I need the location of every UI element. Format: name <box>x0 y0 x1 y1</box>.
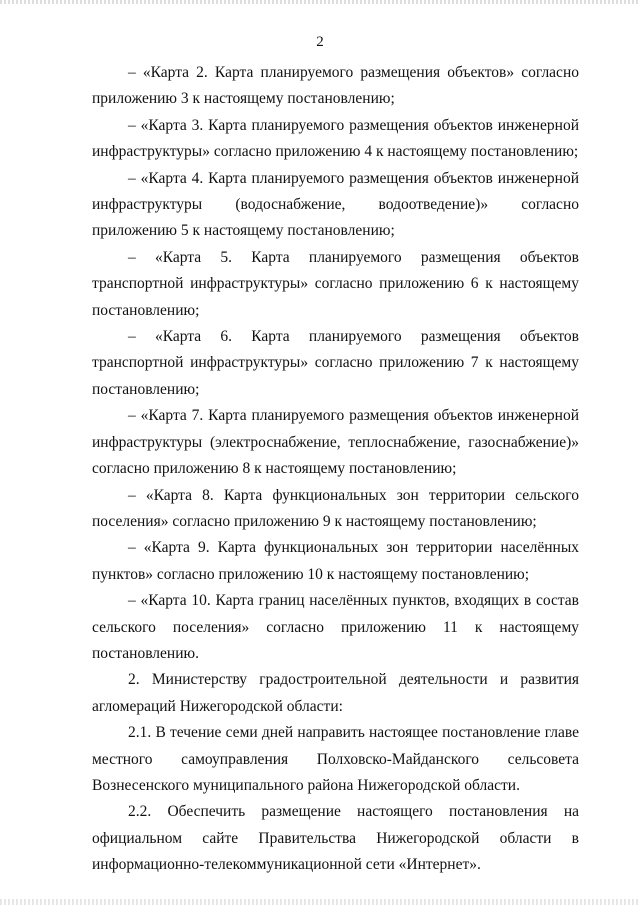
paragraph-map-5: – «Карта 5. Карта планируемого размещения объектов транспортной инфраструктуры» согласно приложению 6 к настоящему постановлению; <box>92 248 579 319</box>
paragraph-map-6: – «Карта 6. Карта планируемого размещения объектов транспортной инфраструктуры» согласно приложению 7 к настоящему постановлению; <box>92 328 579 398</box>
document-body <box>92 60 579 879</box>
scan-edge-top <box>0 0 640 4</box>
paragraph-map-10: – «Карта 10. Карта границ населённых пунктов, входящих в состав сельского поселения» согласно приложению 11 к настоящему постановлению. <box>92 592 579 662</box>
paragraph-map-3: – «Карта 3. Карта планируемого размещения объектов инженерной инфраструктуры» согласно приложению 4 к настоящему постановлению; <box>92 116 579 161</box>
paragraph-map-7: – «Карта 7. Карта планируемого размещения объектов инженерной инфраструктуры (электроснабжение, теплоснабжение, газоснабжение)» согласно приложению 8 к настоящему постановлению; <box>92 407 579 478</box>
paragraph-map-9: – «Карта 9. Карта функциональных зон территории населённых пунктов» согласно приложению 10 к настоящему постановлению; <box>92 539 579 583</box>
paragraph-item-2-2: 2.2. Обеспечить размещение настоящего постановления на официальном сайте Правительства Нижегородской области в информационно-телекоммуникационной сети «Интернет». <box>92 803 579 874</box>
paragraph-map-2: – «Карта 2. Карта планируемого размещения объектов» согласно приложению 3 к настоящему постановлению; <box>92 64 579 108</box>
scan-edge-bottom <box>0 899 640 905</box>
paragraph-item-2-1: 2.1. В течение семи дней направить настоящее постановление главе местного самоуправления Полховско-Майданского сельсовета Вознесенского муниципального района Нижегородской области. <box>92 724 579 794</box>
paragraph-item-2: 2. Министерству градостроительной деятельности и развития агломераций Нижегородской области: <box>92 671 579 715</box>
paragraph-map-8: – «Карта 8. Карта функциональных зон территории сельского поселения» согласно приложению 9 к настоящему постановлению; <box>92 486 579 530</box>
page-number: 2 <box>316 34 324 50</box>
paragraph-map-4: – «Карта 4. Карта планируемого размещения объектов инженерной инфраструктуры (водоснабжение, водоотведение)» согласно приложению 5 к настоящему постановлению; <box>92 169 579 240</box>
